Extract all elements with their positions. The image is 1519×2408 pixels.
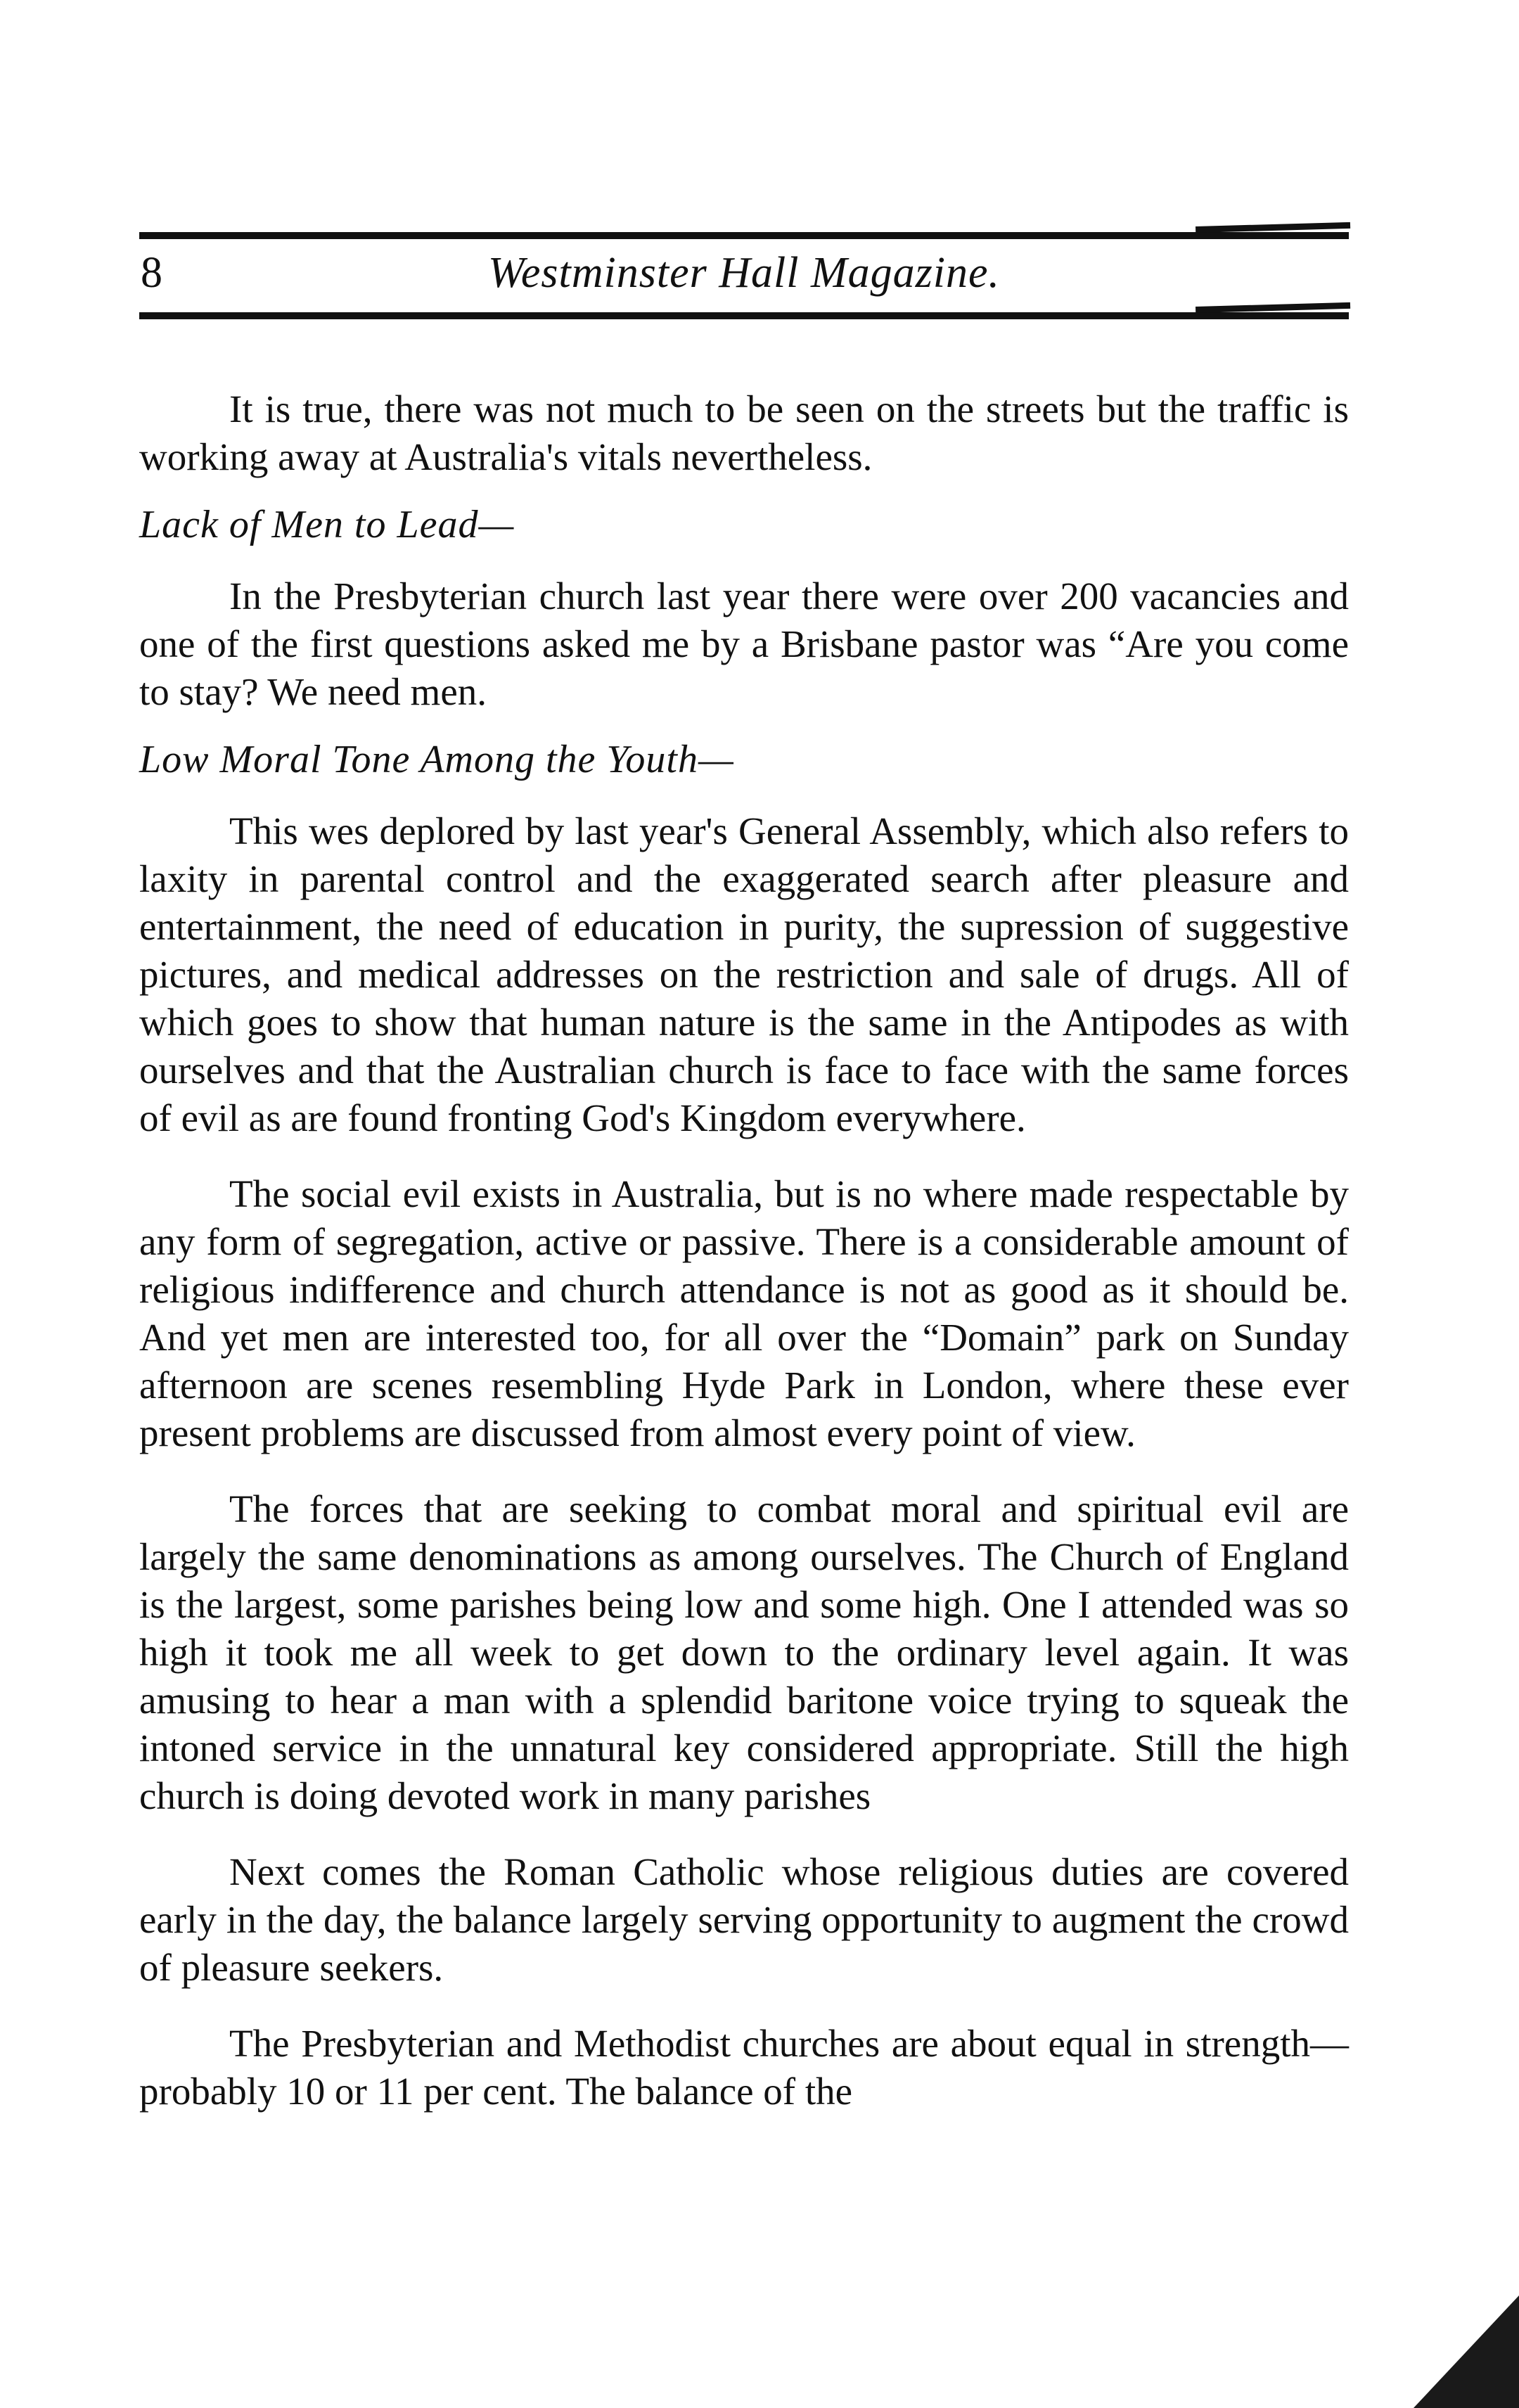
scanned-page-corner <box>1414 2295 1519 2408</box>
paragraph-church-of-england: The forces that are seeking to combat moral and spiritual evil are largely the same denominations as among ourselves. The Church of England is the largest, some parishes being low and some high. One I attended was so high it took me all week to get down to the ordinary level again. It was amusing to hear a man with a splendid baritone voice trying to squeak the intoned service in the unnatural key considered appropriate. Still the high church is doing devoted work in many parishes <box>139 1487 1349 1817</box>
header-top-rule <box>139 232 1349 239</box>
header-bottom-rule <box>139 312 1349 319</box>
page-number: 8 <box>141 249 162 297</box>
section-heading-moral-tone: Low Moral Tone Among the Youth— <box>139 738 734 781</box>
paragraph-roman-catholic: Next comes the Roman Catholic whose religious duties are covered early in the day, the balance largely serving opportunity to augment the crowd of pleasure seekers. <box>139 1850 1349 1989</box>
article-body <box>139 385 1349 2115</box>
header-top-rule-tail <box>1196 222 1350 233</box>
running-header <box>139 245 1349 308</box>
section-heading-lack-of-men: Lack of Men to Lead— <box>139 503 515 546</box>
paragraph-vacancies: In the Presbyterian church last year there were over 200 vacancies and one of the first questions asked me by a Brisbane pastor was “Are you come to stay? We need men. <box>139 575 1349 713</box>
paragraph-general-assembly: This wes deplored by last year's General Assembly, which also refers to laxity in parental control and the exaggerated search after pleasure and entertainment, the need of education in purity, the supression of suggestive pictures, and medical addresses on the restriction and sale of drugs. All of which goes to show that human nature is the same in the Antipodes as with ourselves and that the Australian church is face to face with the same forces of evil as are found fronting God's Kingdom everywhere. <box>139 809 1349 1139</box>
running-title: Westminster Hall Magazine. <box>487 249 1001 297</box>
paragraph-streets-traffic: It is true, there was not much to be seen on the streets but the traffic is working away at Australia's vitals nevertheless. <box>139 388 1349 478</box>
paragraph-social-evil: The social evil exists in Australia, but is no where made respectable by any form of segregation, active or passive. There is a considerable amount of religious indifference and church attendance is not as good as it should be. And yet men are interested too, for all over the “Domain” park on Sunday afternoon are scenes resembling Hyde Park in London, where these ever present problems are discussed from almost every point of view. <box>139 1172 1349 1454</box>
paragraph-presbyterian-methodist: The Presbyterian and Methodist churches are about equal in strength—probably 10 or 11 per cent. The balance of the <box>139 2022 1349 2113</box>
